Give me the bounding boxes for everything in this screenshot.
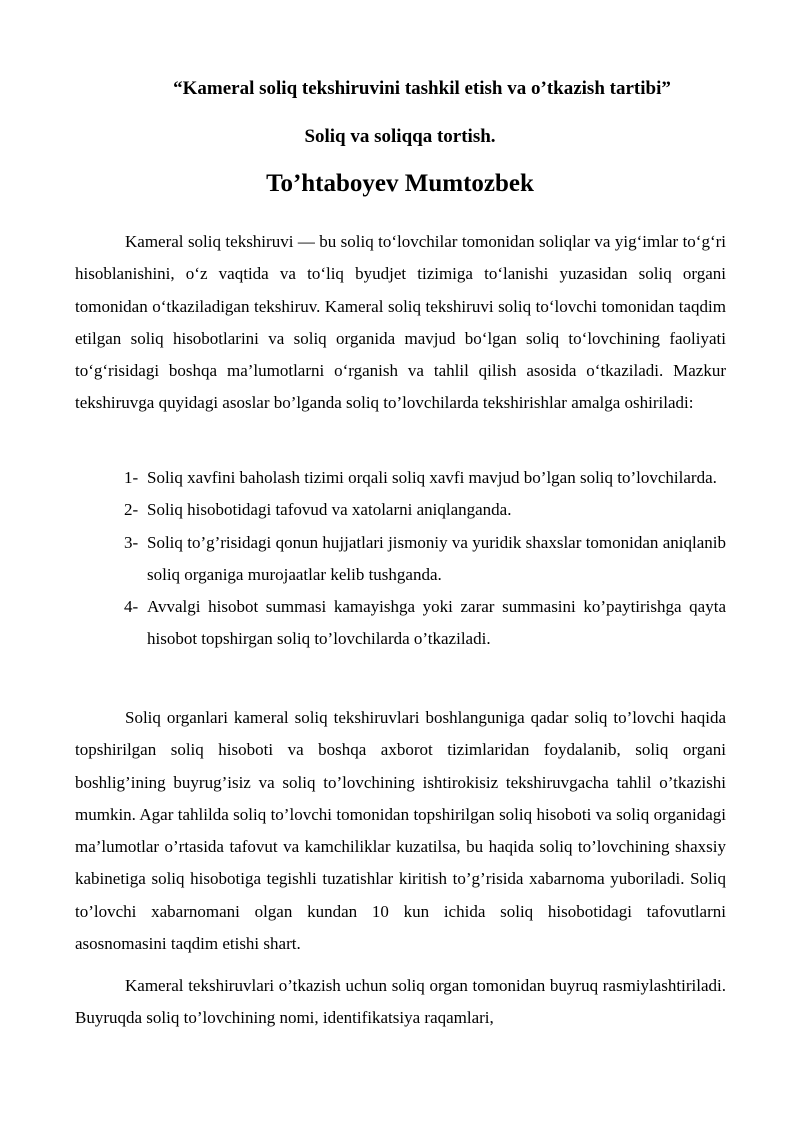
list-item-text: Soliq xavfini baholash tizimi orqali soliq xavfi mavjud bo’lgan soliq to’lovchilarda. [147,468,717,487]
list-item [75,527,726,592]
paragraph-analysis: Soliq organlari kameral soliq tekshiruvlari boshlanguniga qadar soliq to’lovchi haqida topshirilgan soliq hisoboti va boshqa axborot tizimlaridan foydalanib, soliq organi boshlig’ining buyrug’isiz va soliq to’lovchining ishtirokisiz tekshiruvgacha tahlil o’tkazishi mumkin. Agar tahlilda soliq to’lovchi tomonidan topshirilgan soliq hisoboti va soliq organidagi ma’lumotlar o’rtasida tafovut va kamchiliklar kuzatilsa, bu haqida soliq to’lovchining shaxsiy kabinetiga soliq hisobotiga tegishli tuzatishlar kiritish to’g’risida xabarnoma yuboriladi. Soliq to’lovchi xabarnomani olgan kundan 10 kun ichida soliq hisobotidagi tafovutlarni asosnomasini taqdim etishi shart. [75,708,726,954]
paragraph-order: Kameral tekshiruvlari o’tkazish uchun soliq organ tomonidan buyruq rasmiylashtiriladi. Buyruqda soliq to’lovchining nomi, identifikatsiya raqamlari, [75,976,726,1028]
list-item-number: 3- [124,532,139,552]
paragraph-intro: Kameral soliq tekshiruvi — bu soliq to‘lovchilar tomonidan soliqlar va yig‘imlar to‘g‘ri hisoblanishini, o‘z vaqtida va to‘liq byudjet tizimiga to‘lanishi yuzasidan soliq organi tomonidan o‘tkaziladigan tekshiruv. Kameral soliq tekshiruvi soliq to‘lovchi tomonidan taqdim etilgan soliq hisobotlarini va soliq organida mavjud bo‘lgan soliq to‘lovchining faoliyati to‘g‘risidagi boshqa ma’lumotlarni o‘rganish va tahlil qilish asosida o‘tkaziladi. Mazkur tekshiruvga quyidagi asoslar bo’lganda soliq to’lovchilarda tekshirishlar amalga oshiriladi: [75,232,726,413]
list-item-number: 2- [124,500,139,520]
grounds-list [75,462,726,656]
document-title: “Kameral soliq tekshiruvini tashkil etish va o’tkazish tartibi” [173,78,671,99]
list-item-text: Avvalgi hisobot summasi kamayishga yoki zarar summasini ko’paytirishga qayta hisobot topshirgan soliq to’lovchilarda o’tkaziladi. [147,597,726,649]
list-item [75,494,726,526]
list-item-text: Soliq hisobotidagi tafovud va xatolarni aniqlanganda. [147,500,512,520]
list-item [75,462,726,494]
author-name: To’htaboyev Mumtozbek [266,170,534,197]
list-item [75,591,726,656]
list-item-number: 1- [124,468,139,487]
list-item-number: 4- [124,597,139,617]
document-subtitle: Soliq va soliqqa tortish. [304,126,496,147]
list-item-text: Soliq to’g’risidagi qonun hujjatlari jismoniy va yuridik shaxslar tomonidan aniqlanib soliq organiga murojaatlar kelib tushganda. [147,532,726,584]
